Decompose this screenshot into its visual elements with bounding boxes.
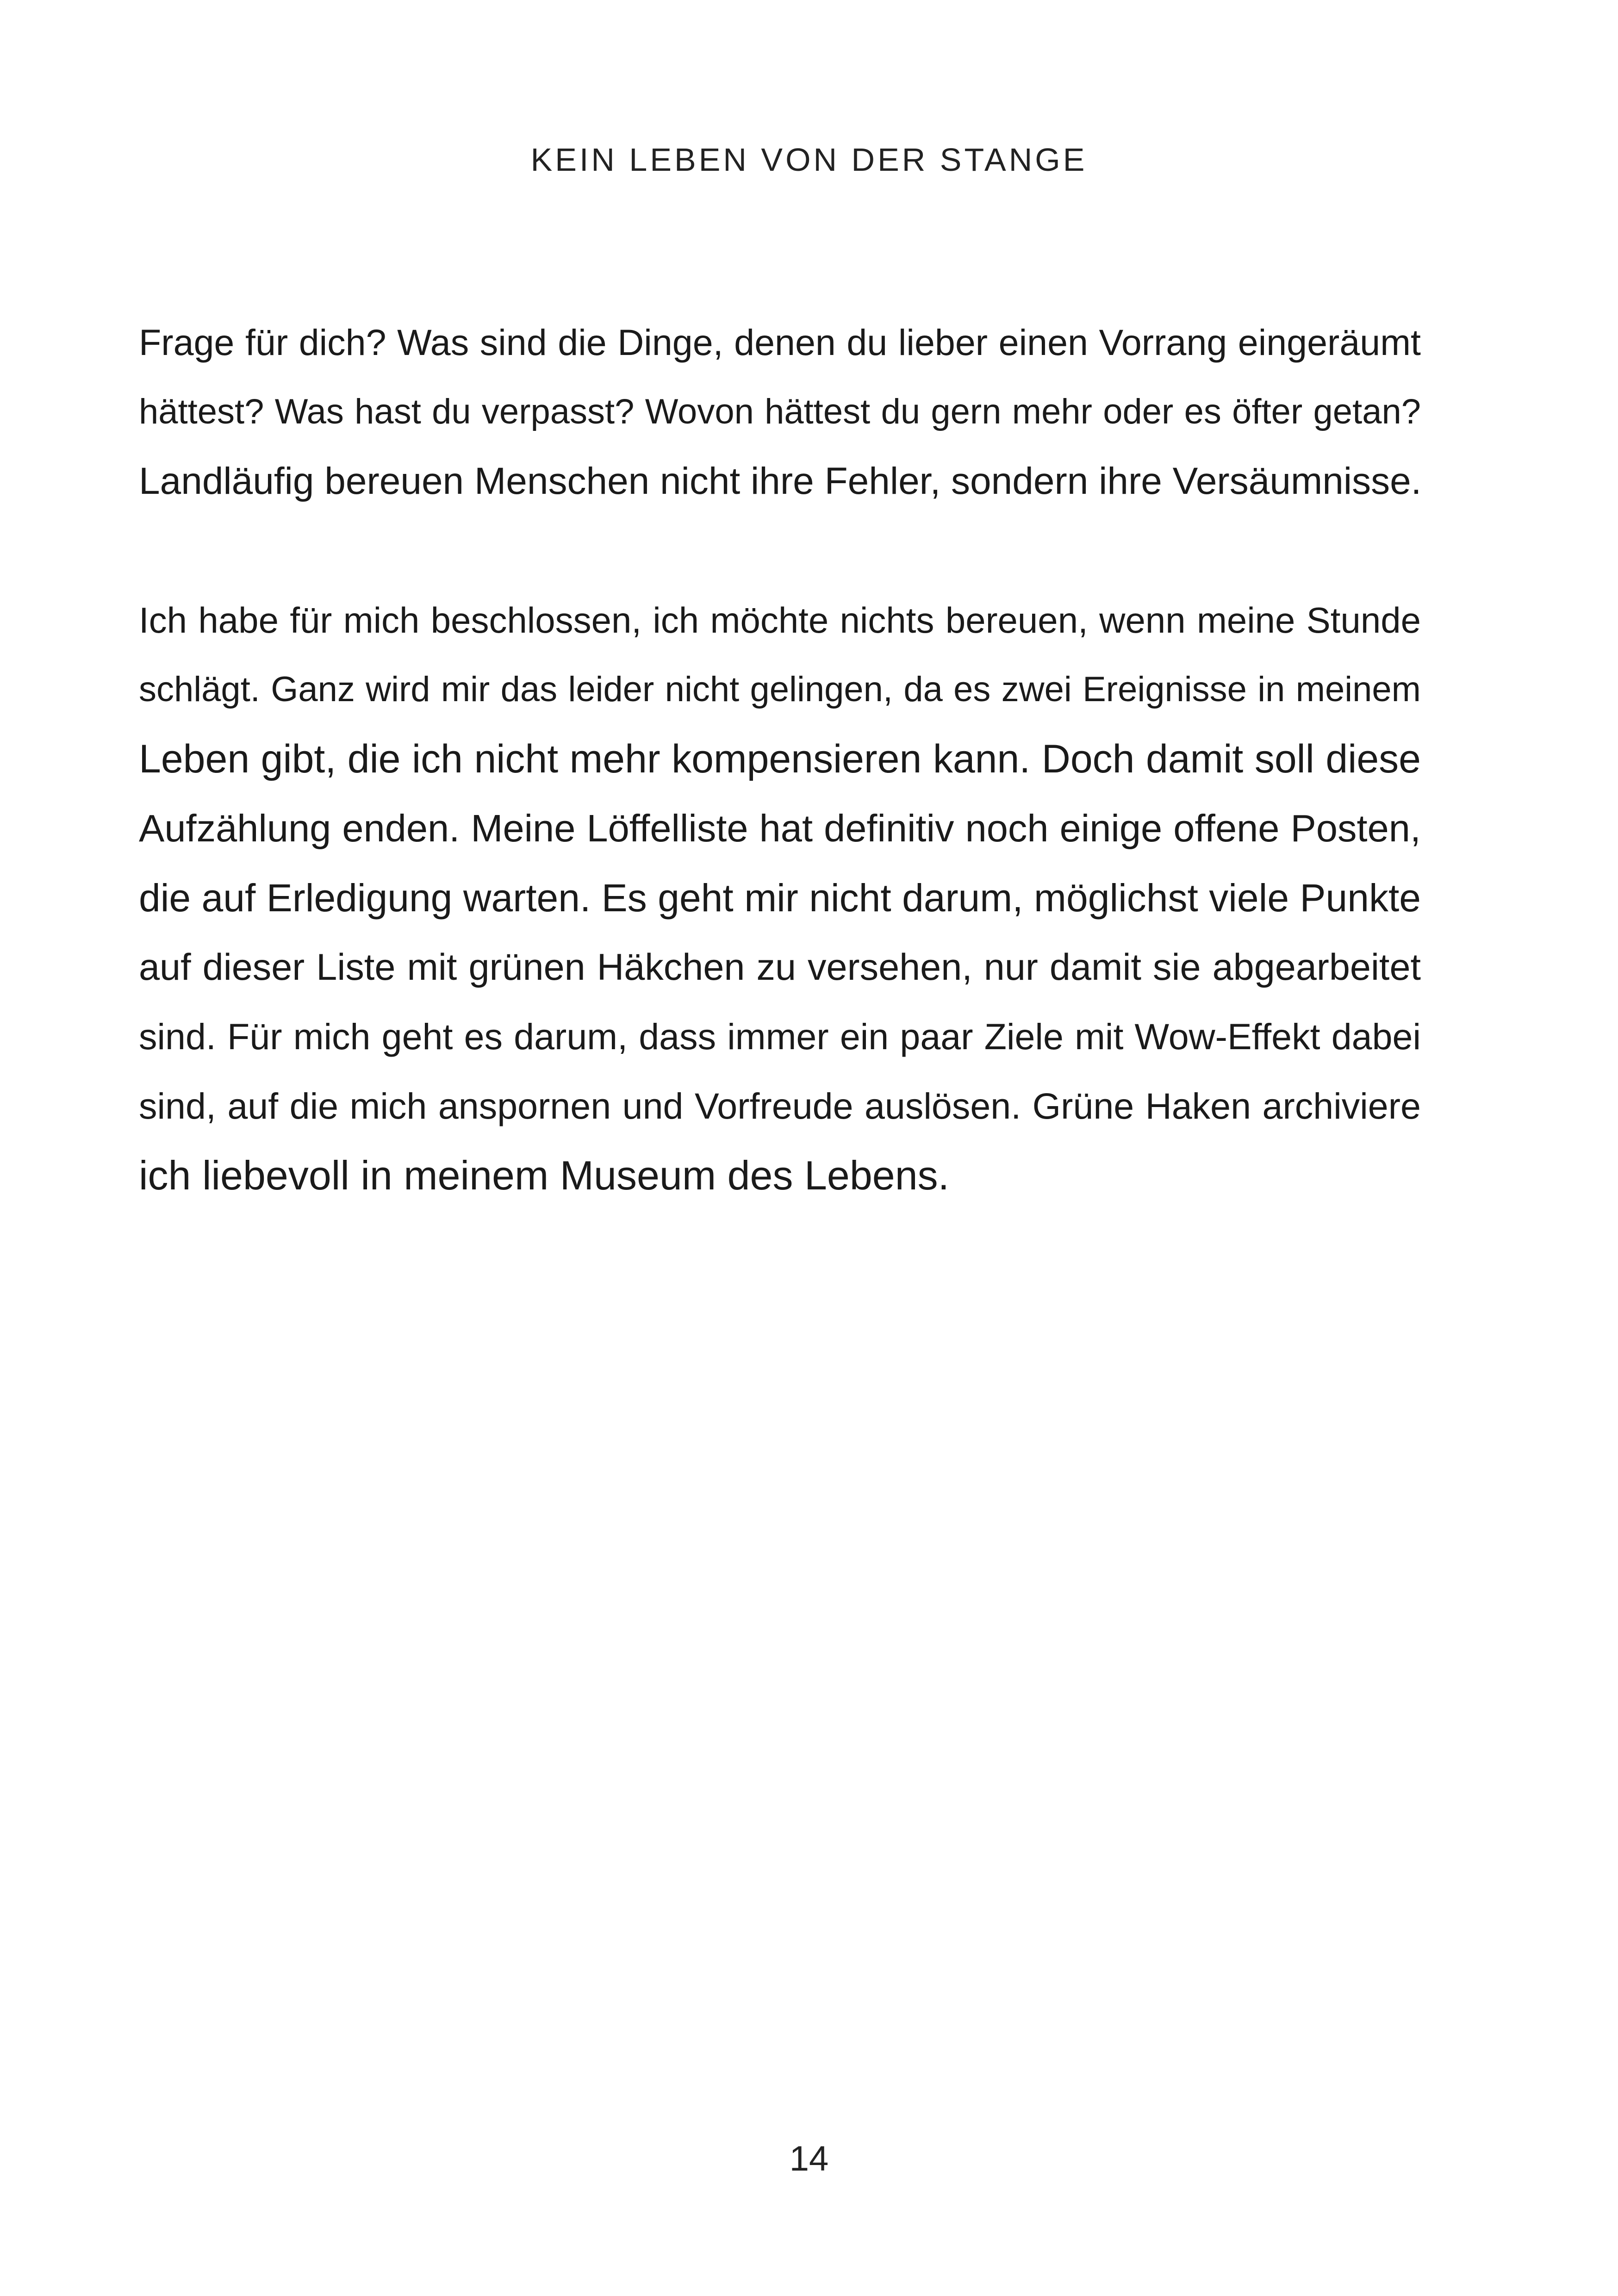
text-line: Leben gibt, die ich nicht mehr kompensieren kann. Doch damit soll diese: [139, 737, 1421, 781]
text-line: Aufzählung enden. Meine Löffelliste hat definitiv noch einige offene Posten,: [139, 807, 1421, 850]
text-line: die auf Erledigung warten. Es geht mir nicht darum, möglichst viele Punkte: [139, 876, 1421, 920]
text-line: Ich habe für mich beschlossen, ich möchte nichts bereuen, wenn meine Stunde: [139, 600, 1421, 641]
paragraph: [139, 585, 1421, 1210]
text-line: schlägt. Ganz wird mir das leider nicht gelingen, da es zwei Ereignisse in meinem: [139, 670, 1421, 709]
running-head: KEIN LEBEN VON DER STANGE: [530, 142, 1088, 178]
text-line: Frage für dich? Was sind die Dinge, denen du lieber einen Vorrang eingeräumt: [139, 322, 1421, 363]
body-text: [139, 308, 1421, 1210]
text-line: sind. Für mich geht es darum, dass immer ein paar Ziele mit Wow-Effekt dabei: [139, 1016, 1421, 1057]
text-line: ich liebevoll in meinem Museum des Lebens.: [139, 1152, 950, 1198]
page-number: 14: [789, 2139, 829, 2178]
text-line: hättest? Was hast du verpasst? Wovon hättest du gern mehr oder es öfter getan?: [139, 392, 1421, 431]
text-line: sind, auf die mich anspornen und Vorfreude auslösen. Grüne Haken archiviere: [139, 1085, 1421, 1126]
paragraph: [139, 308, 1421, 516]
text-line: auf dieser Liste mit grünen Häkchen zu versehen, nur damit sie abgearbeitet: [139, 946, 1421, 988]
text-line: Landläufig bereuen Menschen nicht ihre Fehler, sondern ihre Versäumnisse.: [139, 460, 1422, 502]
paragraph-spacer: [139, 516, 1421, 585]
